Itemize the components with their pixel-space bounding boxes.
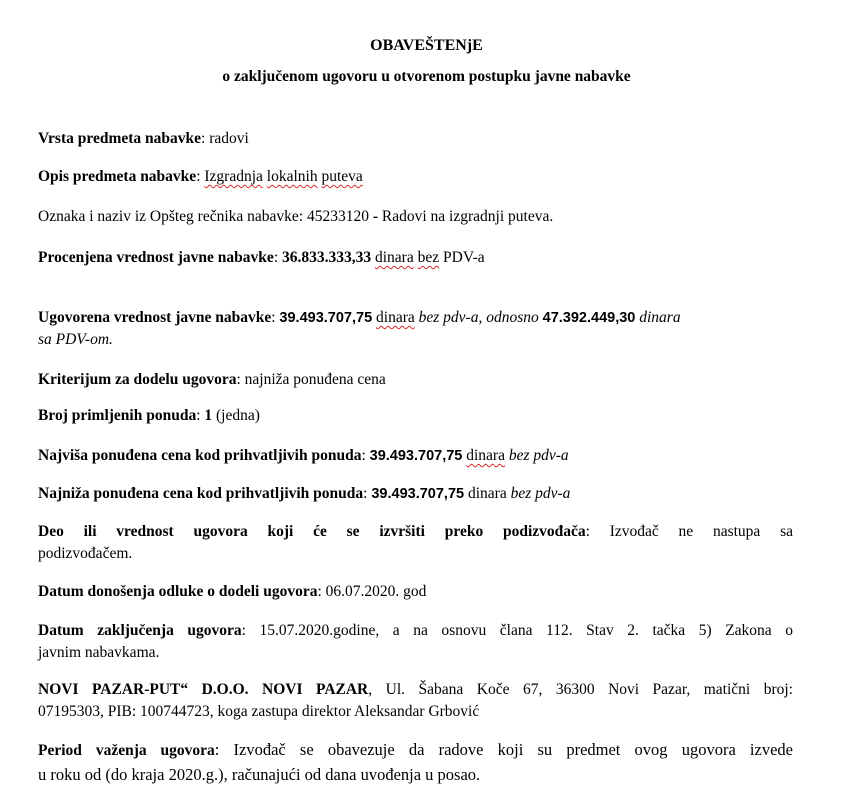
datum-zakljucenja: Datum zaključenja ugovora: 15.07.2020.godine, a na osnovu člana 112. Stav 2. tačka 5) Zakona o xyxy=(38,622,793,639)
vrsta-predmeta: Vrsta predmeta nabavke: radovi xyxy=(38,130,249,147)
document-subtitle: o zaključenom ugovoru u otvorenom postupku javne nabavke xyxy=(222,68,631,85)
period-vazenja: Period važenja ugovora: Izvođač se obavezuje da radove koji su predmet ovog ugovora izvede xyxy=(38,740,793,759)
broj-ponuda: Broj primljenih ponuda: 1 (jedna) xyxy=(38,407,260,424)
deo-ugovora-cont: podizvođačem. xyxy=(38,545,133,562)
ugovorena-vrednost: Ugovorena vrednost javne nabavke: 39.493.707,75 dinara bez pdv-a, odnosno 47.392.449,30 dinara xyxy=(38,309,681,326)
oznaka-naziv: Oznaka i naziv iz Opšteg rečnika nabavke: 45233120 - Radovi na izgradnji puteva. xyxy=(38,208,554,225)
ponudjac-cont: 07195303, PIB: 100744723, koga zastupa direktor Aleksandar Grbović xyxy=(38,703,480,720)
procenjena-vrednost: Procenjena vrednost javne nabavke: 36.833.333,33 dinara bez PDV-a xyxy=(38,249,485,266)
opis-predmeta: Opis predmeta nabavke: Izgradnja lokalnih puteva xyxy=(38,168,363,185)
datum-zakljucenja-cont: javnim nabavkama. xyxy=(38,644,160,661)
document-title: OBAVEŠTENjE xyxy=(370,37,483,54)
ugovorena-vrednost-cont: sa PDV-om. xyxy=(38,331,113,348)
najniza-cena: Najniža ponuđena cena kod prihvatljivih ponuda: 39.493.707,75 dinara bez pdv-a xyxy=(38,485,571,502)
ponudjac: NOVI PAZAR-PUT“ D.O.O. NOVI PAZAR, Ul. Šabana Koče 67, 36300 Novi Pazar, matični broj: xyxy=(38,681,793,698)
najvisa-cena: Najviša ponuđena cena kod prihvatljivih ponuda: 39.493.707,75 dinara bez pdv-a xyxy=(38,447,569,464)
period-vazenja-cont: u roku od (do kraja 2020.g.), računajući od dana uvođenja u posao. xyxy=(38,765,481,784)
kriterijum: Kriterijum za dodelu ugovora: najniža ponuđena cena xyxy=(38,371,386,388)
datum-donosenja: Datum donošenja odluke o dodeli ugovora: 06.07.2020. god xyxy=(38,583,427,600)
deo-ugovora: Deo ili vrednost ugovora koji će se izvršiti preko podizvođača: Izvođač ne nastupa sa xyxy=(38,523,793,540)
